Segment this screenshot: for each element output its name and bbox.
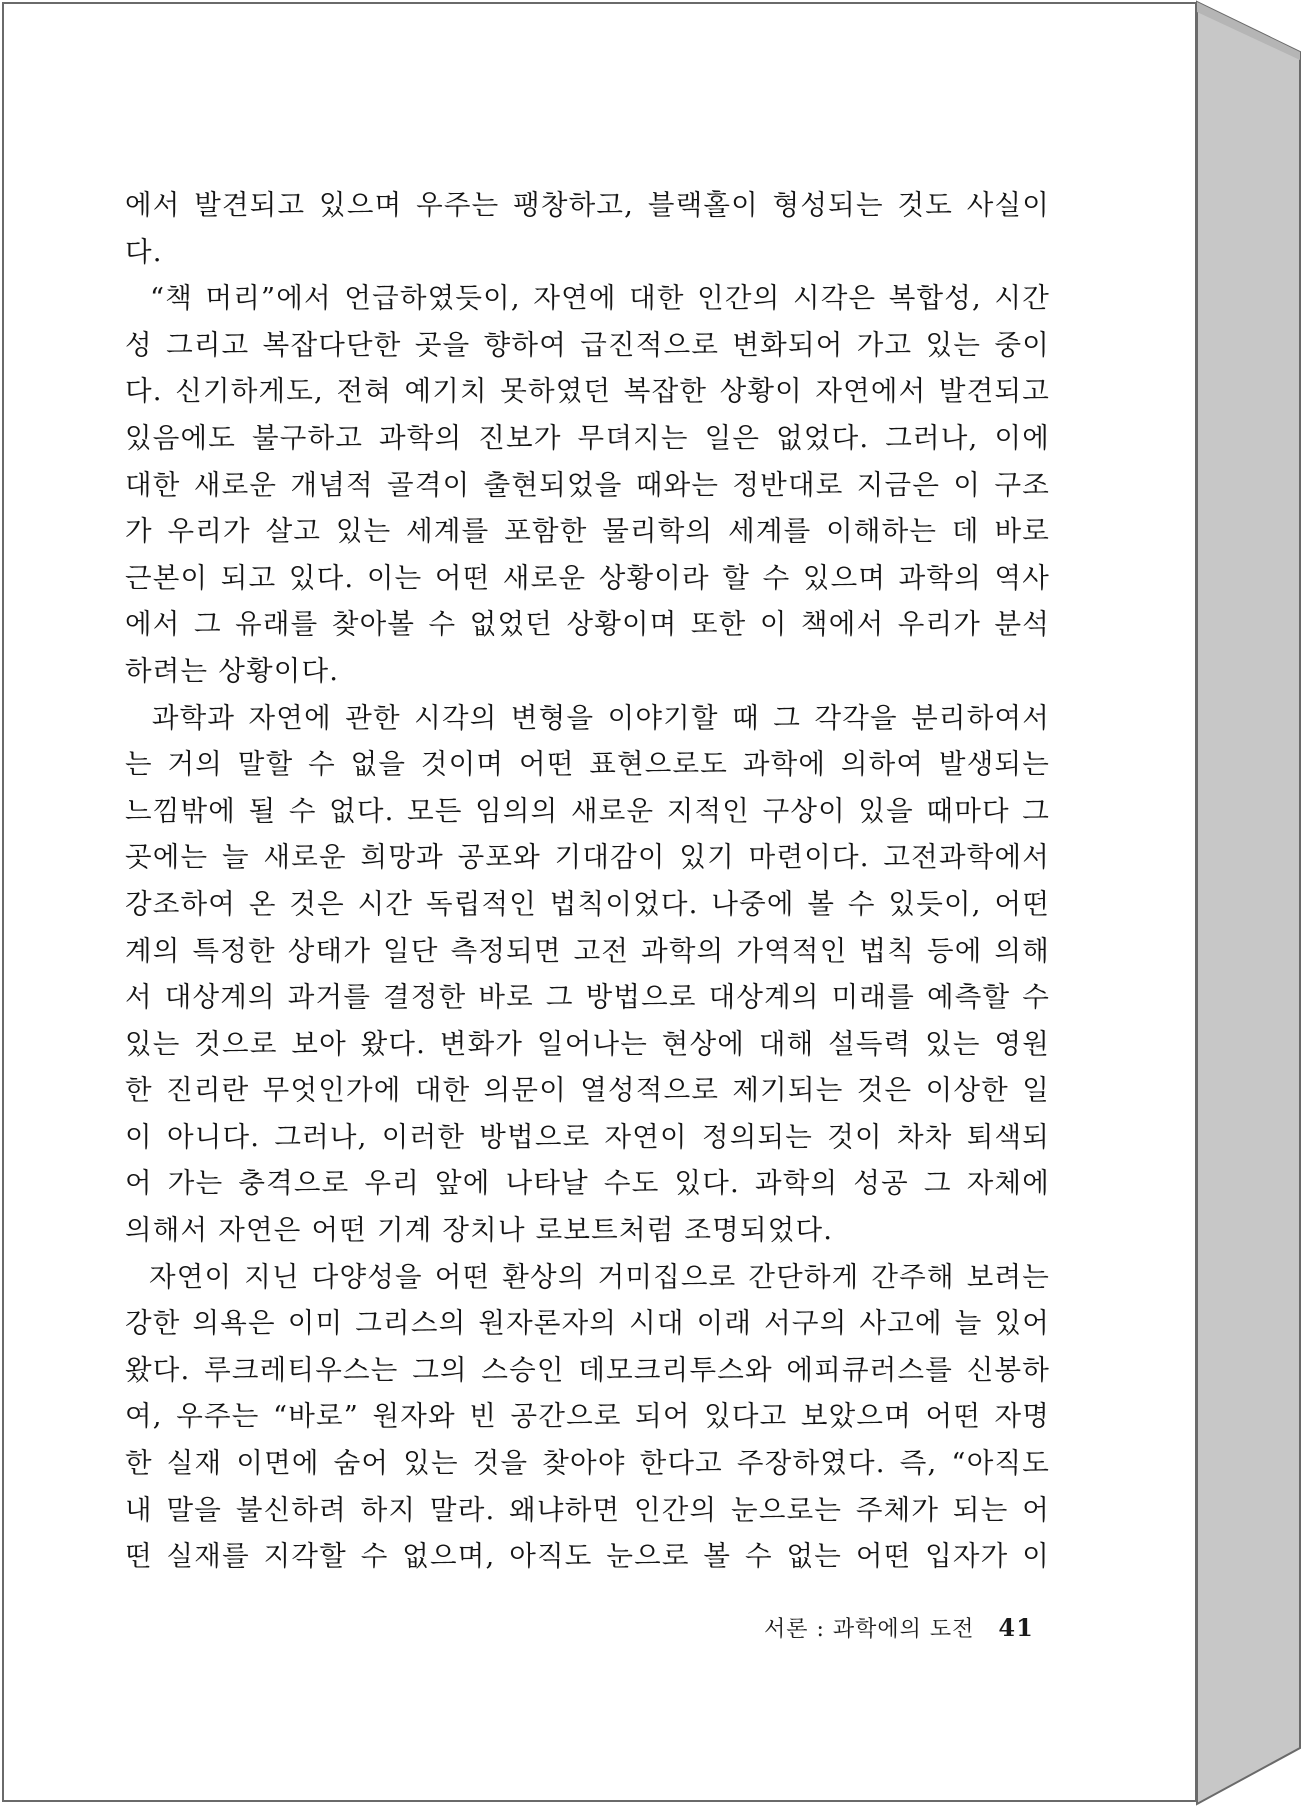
book-page bbox=[2, 2, 1197, 1802]
text-line: 에서 발견되고 있으며 우주는 팽창하고, 블랙홀이 형성되는 것도 사실이 bbox=[125, 189, 1050, 221]
text-line: 한 실재 이면에 숨어 있는 것을 찾아야 한다고 주장하였다. 즉, “아직도 bbox=[125, 1447, 1050, 1480]
text-line: 계의 특정한 상태가 일단 측정되면 고전 과학의 가역적인 법칙 등에 의해 bbox=[125, 934, 1050, 967]
text-line: 어 가는 충격으로 우리 앞에 나타날 수도 있다. 과학의 성공 그 자체에 bbox=[125, 1167, 1050, 1200]
text-line: 하려는 상황이다. bbox=[125, 654, 340, 687]
text-line: 과학과 자연에 관한 시각의 변형을 이야기할 때 그 각각을 분리하여서 bbox=[125, 701, 1050, 734]
text-line: 성 그리고 복잡다단한 곳을 향하여 급진적으로 변화되어 가고 있는 중이 bbox=[125, 328, 1050, 361]
text-line: 에서 그 유래를 찾아볼 수 없었던 상황이며 또한 이 책에서 우리가 분석 bbox=[125, 608, 1050, 641]
text-line: 가 우리가 살고 있는 세계를 포함한 물리학의 세계를 이해하는 데 바로 bbox=[125, 515, 1050, 548]
text-line: 떤 실재를 지각할 수 없으며, 아직도 눈으로 볼 수 없는 어떤 입자가 이 bbox=[125, 1540, 1050, 1573]
text-line: 왔다. 루크레티우스는 그의 스승인 데모크리투스와 에피큐러스를 신봉하 bbox=[125, 1353, 1050, 1386]
text-line: “책 머리”에서 언급하였듯이, 자연에 대한 인간의 시각은 복합성, 시간 bbox=[125, 282, 1050, 315]
text-line: 한 진리란 무엇인가에 대한 의문이 열성적으로 제기되는 것은 이상한 일 bbox=[125, 1074, 1050, 1107]
text-line: 곳에는 늘 새로운 희망과 공포와 기대감이 있기 마련이다. 고전과학에서 bbox=[125, 841, 1050, 874]
body-text bbox=[125, 182, 1050, 1580]
text-line: 는 거의 말할 수 없을 것이며 어떤 표현으로도 과학에 의하여 발생되는 bbox=[125, 748, 1050, 781]
text-line: 여, 우주는 “바로” 원자와 빈 공간으로 되어 있다고 보았으며 어떤 자명 bbox=[125, 1400, 1050, 1433]
text-line: 내 말을 불신하려 하지 말라. 왜냐하면 인간의 눈으로는 주체가 되는 어 bbox=[125, 1493, 1050, 1526]
text-line: 대한 새로운 개념적 골격이 출현되었을 때와는 정반대로 지금은 이 구조 bbox=[125, 468, 1050, 501]
text-line: 자연이 지닌 다양성을 어떤 환상의 거미집으로 간단하게 간주해 보려는 bbox=[125, 1260, 1050, 1293]
text-line: 이 아니다. 그러나, 이러한 방법으로 자연이 정의되는 것이 차차 퇴색되 bbox=[125, 1120, 1050, 1153]
text-line: 다. bbox=[125, 235, 163, 268]
page-footer bbox=[764, 1612, 1034, 1643]
text-line: 강조하여 온 것은 시간 독립적인 법칙이었다. 나중에 볼 수 있듯이, 어떤 bbox=[125, 887, 1050, 920]
text-line: 강한 의욕은 이미 그리스의 원자론자의 시대 이래 서구의 사고에 늘 있어 bbox=[125, 1307, 1050, 1340]
text-line: 느낌밖에 될 수 없다. 모든 임의의 새로운 지적인 구상이 있을 때마다 그 bbox=[125, 794, 1050, 827]
text-line: 근본이 되고 있다. 이는 어떤 새로운 상황이라 할 수 있으며 과학의 역사 bbox=[125, 561, 1050, 594]
text-line: 의해서 자연은 어떤 기계 장치나 로보트처럼 조명되었다. bbox=[125, 1214, 834, 1247]
text-line: 있음에도 불구하고 과학의 진보가 무뎌지는 일은 없었다. 그러나, 이에 bbox=[125, 421, 1050, 454]
text-line: 다. 신기하게도, 전혀 예기치 못하였던 복잡한 상황이 자연에서 발견되고 bbox=[125, 375, 1050, 408]
running-head: 서론 : 과학에의 도전 bbox=[764, 1617, 975, 1642]
text-line: 서 대상계의 과거를 결정한 바로 그 방법으로 대상계의 미래를 예측할 수 bbox=[125, 981, 1050, 1014]
page-number: 41 bbox=[998, 1613, 1034, 1642]
text-line: 있는 것으로 보아 왔다. 변화가 일어나는 현상에 대해 설득력 있는 영원 bbox=[125, 1027, 1050, 1060]
